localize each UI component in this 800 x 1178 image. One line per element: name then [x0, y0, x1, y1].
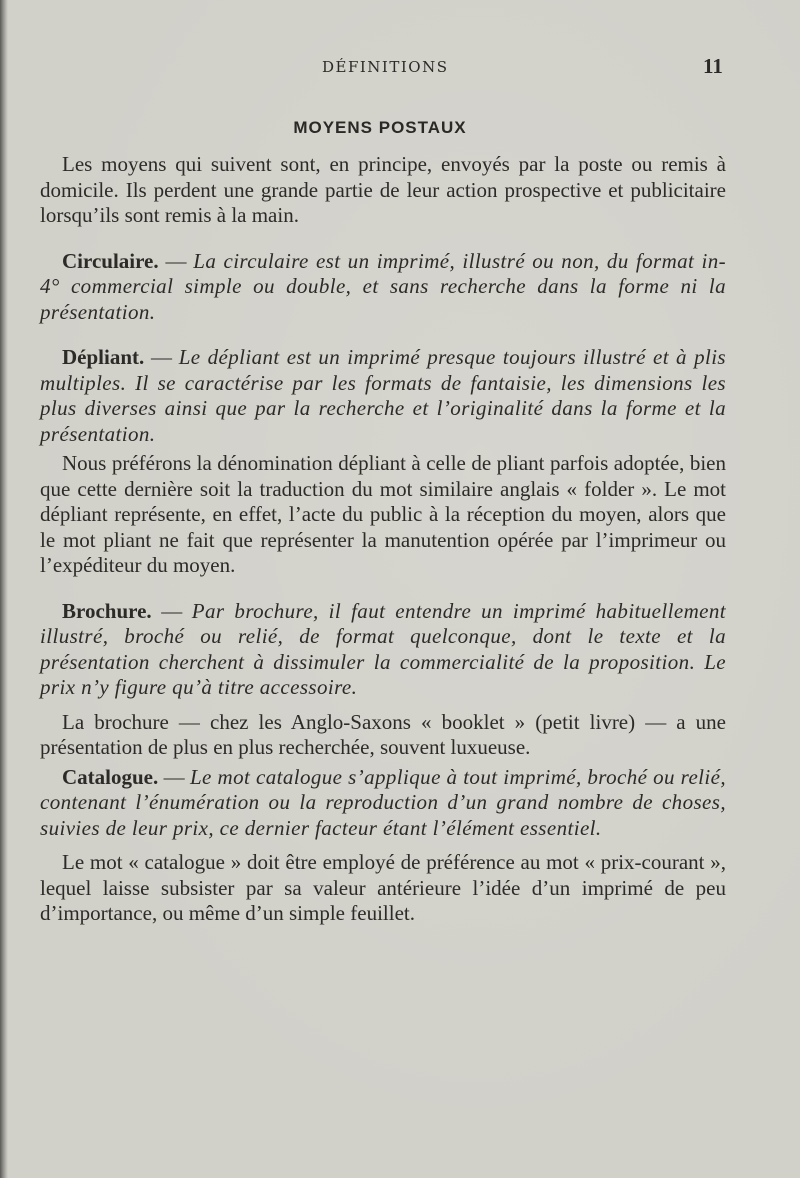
- entry-note: Le mot « catalogue » doit être employé de préférence au mot « prix-courant », lequel laisse subsister par sa valeur antérieure l’idée d’un imprimé de peu d’importance, ou même d’un simple feuillet.: [40, 850, 726, 925]
- entry-note: Nous préférons la dénomination dépliant à celle de pliant parfois adoptée, bien que cette dernière soit la traduction du mot similaire anglais « folder ». Le mot dépliant représente, en effet, l’acte du public à la réception du moyen, alors que le mot pliant ne fait que représenter la manutention opérée par l’imprimeur ou l’expéditeur du moyen.: [40, 451, 726, 577]
- binding-edge: [0, 0, 8, 1178]
- entry-circulaire: [40, 249, 726, 326]
- entry-dash: —: [150, 345, 172, 369]
- entry-definition: Par brochure, il faut entendre un imprimé habituellement illustré, broché ou relié, de format quelconque, dont le texte et la présentation cherchent à dissimuler la commercialité de la proposition. Le prix n’y figure qu’à titre accessoire.: [40, 598, 727, 699]
- entry-depliant: [40, 345, 726, 447]
- entry-dash: —: [165, 248, 187, 273]
- entry-dash: —: [161, 598, 183, 623]
- page-number: 11: [703, 54, 723, 78]
- entry-term: Dépliant.: [62, 345, 145, 369]
- entry-dash: —: [163, 764, 185, 789]
- entry-definition: Le mot catalogue s’applique à tout imprimé, broché ou relié, contenant l’énumération ou la reproduction d’un grand nombre de choses, suivies de leur prix, ce dernier facteur étant l’élément essentiel.: [40, 764, 727, 840]
- running-header: [0, 56, 800, 82]
- entry-definition: La circulaire est un imprimé, illustré ou non, du format in-4° commercial simple ou double, et sans recherche dans la forme ni la présentation.: [40, 248, 727, 324]
- entry-catalogue: [40, 765, 726, 842]
- section-title: MOYENS POSTAUX: [293, 118, 467, 137]
- entry-brochure: [40, 599, 726, 701]
- running-title: DÉFINITIONS: [322, 58, 449, 76]
- entry-definition: Le dépliant est un imprimé presque toujours illustré et à plis multiples. Il se caractérise par les formats de fantaisie, les dimensions les plus diverses ainsi que par la recherche et l’originalité dans la forme et la présentation.: [40, 345, 727, 446]
- entry-note: La brochure — chez les Anglo-Saxons « booklet » (petit livre) — a une présentation de plus en plus recherchée, souvent luxueuse.: [40, 709, 726, 759]
- intro-paragraph: Les moyens qui suivent sont, en principe, envoyés par la poste ou remis à domicile. Ils perdent une grande partie de leur action prospective et publicitaire lorsqu’ils sont remis à la main.: [40, 152, 726, 227]
- body-text: [40, 152, 726, 927]
- entry-term: Catalogue.: [62, 764, 159, 789]
- entry-term: Circulaire.: [62, 248, 159, 273]
- entry-term: Brochure.: [62, 598, 152, 623]
